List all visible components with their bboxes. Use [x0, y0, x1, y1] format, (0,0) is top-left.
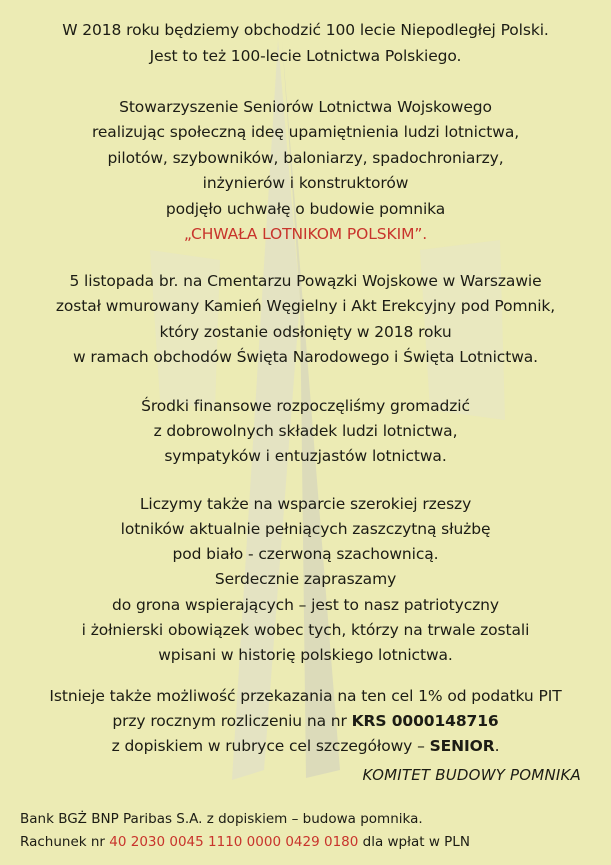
funds-line-3: sympatyków i entuzjastów lotnictwa.	[164, 447, 447, 465]
association-line-4: inżynierów i konstruktorów	[202, 174, 409, 192]
pit-line-2-text: przy rocznym rozliczeniu na nr	[112, 712, 352, 730]
funds-line-1: Środki finansowe rozpoczęliśmy gromadzić	[141, 397, 470, 415]
support-line-2: lotników aktualnie pełniących zaszczytną służbę	[120, 520, 491, 538]
pit-line-3-text: z dopiskiem w rubryce cel szczegółowy –	[111, 737, 430, 755]
pit-line-3-end: .	[494, 737, 500, 755]
account-number: 40 2030 0045 1110 0000 0429 0180	[109, 834, 359, 850]
support-line-1: Liczymy także na wsparcie szerokiej rzeszy	[139, 495, 472, 513]
cornerstone-line-1: 5 listopada br. na Cmentarzu Powązki Wojskowe w Warszawie	[69, 272, 542, 290]
association-line-1: Stowarzyszenie Seniorów Lotnictwa Wojskowego	[119, 98, 492, 116]
support-line-7: wpisani w historię polskiego lotnictwa.	[158, 646, 453, 664]
support-line-4: Serdecznie zapraszamy	[214, 570, 397, 588]
cornerstone-line-4: w ramach obchodów Święta Narodowego i Święta Lotnictwa.	[72, 348, 539, 366]
pit-line-3	[0, 736, 611, 756]
pit-line-1: Istnieje także możliwość przekazania na ten cel 1% od podatku PIT	[49, 687, 562, 705]
senior-keyword: SENIOR	[429, 737, 495, 755]
support-line-5: do grona wspierających – jest to nasz patriotyczny	[112, 596, 499, 614]
bank-line-1: Bank BGŻ BNP Paribas S.A. z dopiskiem – budowa pomnika.	[20, 811, 423, 827]
intro-line-1: W 2018 roku będziemy obchodzić 100 lecie Niepodległej Polski.	[62, 21, 549, 39]
intro-line-2: Jest to też 100-lecie Lotnictwa Polskiego.	[149, 47, 462, 65]
account-label: Rachunek nr	[20, 834, 110, 850]
support-line-6: i żołnierski obowiązek wobec tych, którzy na trwale zostali	[81, 621, 530, 639]
monument-name: „CHWAŁA LOTNIKOM POLSKIM”.	[183, 225, 428, 243]
committee-signature: KOMITET BUDOWY POMNIKA	[362, 766, 581, 784]
association-line-3: pilotów, szybowników, baloniarzy, spadochroniarzy,	[107, 149, 504, 167]
cornerstone-line-3: który zostanie odsłonięty w 2018 roku	[159, 323, 452, 341]
cornerstone-line-2: został wmurowany Kamień Węgielny i Akt Erekcyjny pod Pomnik,	[55, 297, 556, 315]
association-line-2: realizując społeczną ideę upamiętnienia ludzi lotnictwa,	[91, 123, 520, 141]
bank-line-2	[20, 833, 470, 851]
support-line-3: pod biało - czerwoną szachownicą.	[172, 545, 439, 563]
krs-number: KRS 0000148716	[351, 712, 499, 730]
account-currency-note: dla wpłat w PLN	[358, 834, 470, 850]
funds-line-2: z dobrowolnych składek ludzi lotnictwa,	[153, 422, 458, 440]
association-line-5: podjęło uchwałę o budowie pomnika	[165, 200, 446, 218]
pit-line-2	[0, 711, 611, 731]
